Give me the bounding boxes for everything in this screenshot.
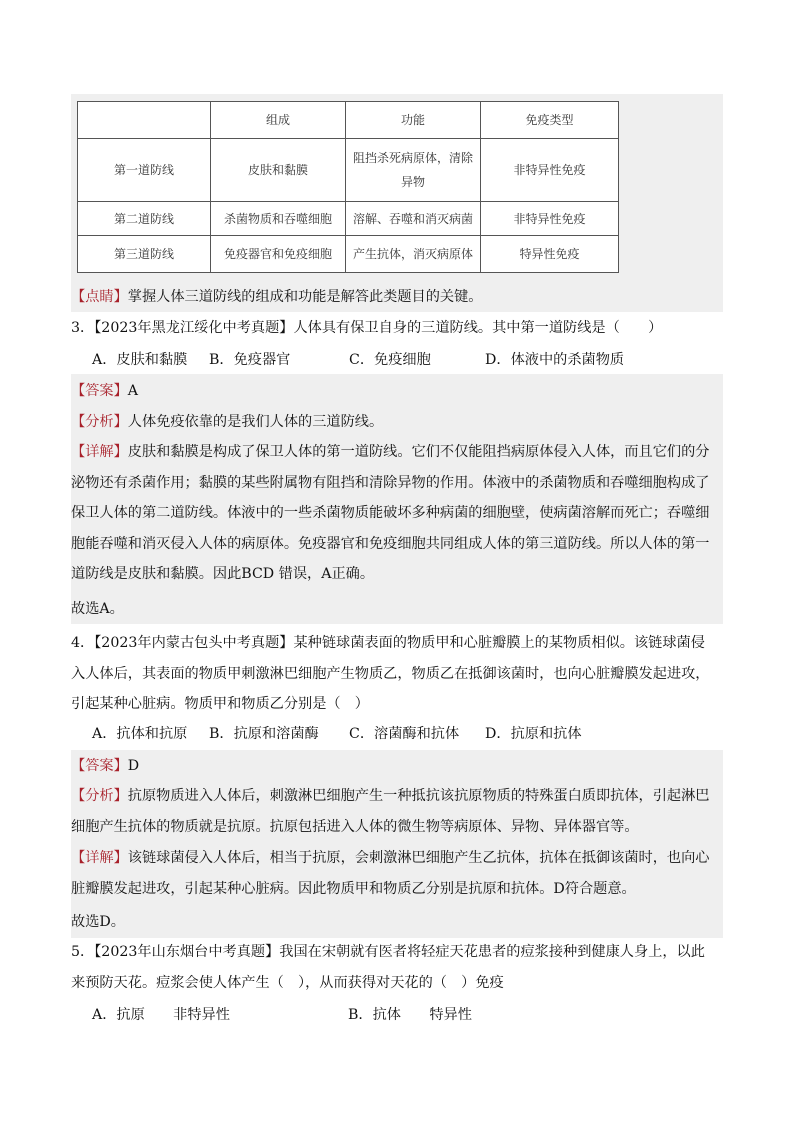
q3-option-c: C．免疫细胞 <box>349 352 431 368</box>
q3-source: 【2023年黑龙江绥化中考真题】 <box>94 320 294 336</box>
q3-options <box>92 350 624 370</box>
q3-detail <box>71 437 719 590</box>
table-cell: 第一道防线 <box>78 139 211 202</box>
q4-detail <box>71 843 719 904</box>
q4-stem <box>71 628 719 720</box>
dianjing-text: 掌握人体三道防线的组成和功能是解答此类题目的关键。 <box>127 289 483 305</box>
q3-answer-tag: 【答案】 <box>71 383 128 399</box>
q5-option-b: B．抗体 特异性 <box>348 1007 472 1023</box>
table-cell: 杀菌物质和吞噬细胞 <box>211 202 346 236</box>
q4-option-c: C．溶菌酶和抗体 <box>349 726 460 742</box>
table-cell: 非特异性免疫 <box>481 202 619 236</box>
q4-source: 【2023年内蒙古包头中考真题】 <box>94 635 294 651</box>
immune-defense-table <box>77 101 619 273</box>
q4-analysis <box>71 781 719 842</box>
table-cell: 免疫器官和免疫细胞 <box>211 236 346 273</box>
q4-number: 4． <box>71 635 95 651</box>
q4-answer-value: D <box>127 758 140 774</box>
table-cell: 阻挡杀死病原体，清除异物 <box>346 139 481 202</box>
table-header-cell <box>78 102 211 139</box>
q4-option-b: B．抗原和溶菌酶 <box>209 726 319 742</box>
dianjing-line <box>71 287 482 307</box>
q4-answer-tag: 【答案】 <box>71 758 128 774</box>
table-cell: 第三道防线 <box>78 236 211 273</box>
q3-detail-tag: 【详解】 <box>71 444 128 460</box>
table-header-cell: 免疫类型 <box>481 102 619 139</box>
q3-stem-text: 人体具有保卫自身的三道防线。其中第一道防线是（ ） <box>293 320 663 336</box>
q5-option-a: A．抗原 非特异性 <box>92 1007 230 1023</box>
table-cell: 产生抗体，消灭病原体 <box>346 236 481 273</box>
table-cell: 特异性免疫 <box>481 236 619 273</box>
q3-conclusion: 故选A。 <box>71 601 124 617</box>
table-cell: 第二道防线 <box>78 202 211 236</box>
table-cell: 溶解、吞噬和消灭病菌 <box>346 202 481 236</box>
q5-stem <box>71 937 719 998</box>
table-cell: 非特异性免疫 <box>481 139 619 202</box>
q3-detail-text: 皮肤和黏膜是构成了保卫人体的第一道防线。它们不仅能阻挡病原体侵入人体，而且它们的分泌物还有杀菌作用；黏膜的某些附属物有阻挡和清除异物的作用。体液中的杀菌物质和吞噬细胞构成了保卫人体的第二道防线。体液中的一些杀菌物质能破坏多种病菌的细胞壁，使病菌溶解而死亡；吞噬细胞能吞噬和消灭侵入人体的病原体。免疫器官和免疫细胞共同组成人体的第三道防线。所以人体的第一道防线是皮肤和黏膜。因此BCD 错误，A正确。 <box>71 444 710 582</box>
q5-number: 5． <box>71 944 95 960</box>
q3-answer-value: A <box>127 383 139 399</box>
q3-analysis-tag: 【分析】 <box>71 414 128 430</box>
q3-answer <box>71 381 138 401</box>
dianjing-tag: 【点睛】 <box>71 289 128 305</box>
table-header-cell: 组成 <box>211 102 346 139</box>
q4-stem-text: 某种链球菌表面的物质甲和心脏瓣膜上的某物质相似。该链球菌侵入人体后，其表面的物质甲刺激淋巴细胞产生物质乙，物质乙在抵御该菌时，也向心脏瓣膜发起进攻，引起某种心脏病。物质甲和物质乙分别是（ ） <box>71 635 710 712</box>
q4-analysis-tag: 【分析】 <box>71 788 128 804</box>
table-row <box>78 236 619 273</box>
q4-answer <box>71 756 139 776</box>
table-row <box>78 139 619 202</box>
q3-number: 3． <box>71 320 95 336</box>
q4-detail-tag: 【详解】 <box>71 850 128 866</box>
q5-stem-text: 我国在宋朝就有医者将轻症天花患者的痘浆接种到健康人身上，以此来预防天花。痘浆会使人体产生（ ），从而获得对天花的（ ）免疫 <box>71 944 705 991</box>
q4-analysis-text: 抗原物质进入人体后，刺激淋巴细胞产生一种抵抗该抗原物质的特殊蛋白质即抗体，引起淋巴细胞产生抗体的物质就是抗原。抗原包括进入人体的微生物等病原体、异物、异体器官等。 <box>71 788 710 835</box>
q3-stem <box>71 318 662 338</box>
table-cell: 皮肤和黏膜 <box>211 139 346 202</box>
table-header-row <box>78 102 619 139</box>
q4-conclusion: 故选D。 <box>71 914 125 930</box>
q3-option-a: A．皮肤和黏膜 <box>92 352 188 368</box>
q3-option-d: D．体液中的杀菌物质 <box>485 352 625 368</box>
q5-options <box>92 1005 472 1025</box>
q4-option-a: A．抗体和抗原 <box>92 726 188 742</box>
q4-option-d: D．抗原和抗体 <box>485 726 582 742</box>
q3-analysis <box>71 412 383 432</box>
q3-analysis-text: 人体免疫依靠的是我们人体的三道防线。 <box>127 414 384 430</box>
q5-source: 【2023年山东烟台中考真题】 <box>94 944 280 960</box>
q4-options <box>92 724 582 744</box>
table-row <box>78 202 619 236</box>
q3-option-b: B．免疫器官 <box>209 352 291 368</box>
q4-detail-text: 该链球菌侵入人体后，相当于抗原，会刺激淋巴细胞产生乙抗体，抗体在抵御该菌时，也向心脏瓣膜发起进攻，引起某种心脏病。因此物质甲和物质乙分别是抗原和抗体。D符合题意。 <box>71 850 710 897</box>
table-header-cell: 功能 <box>346 102 481 139</box>
